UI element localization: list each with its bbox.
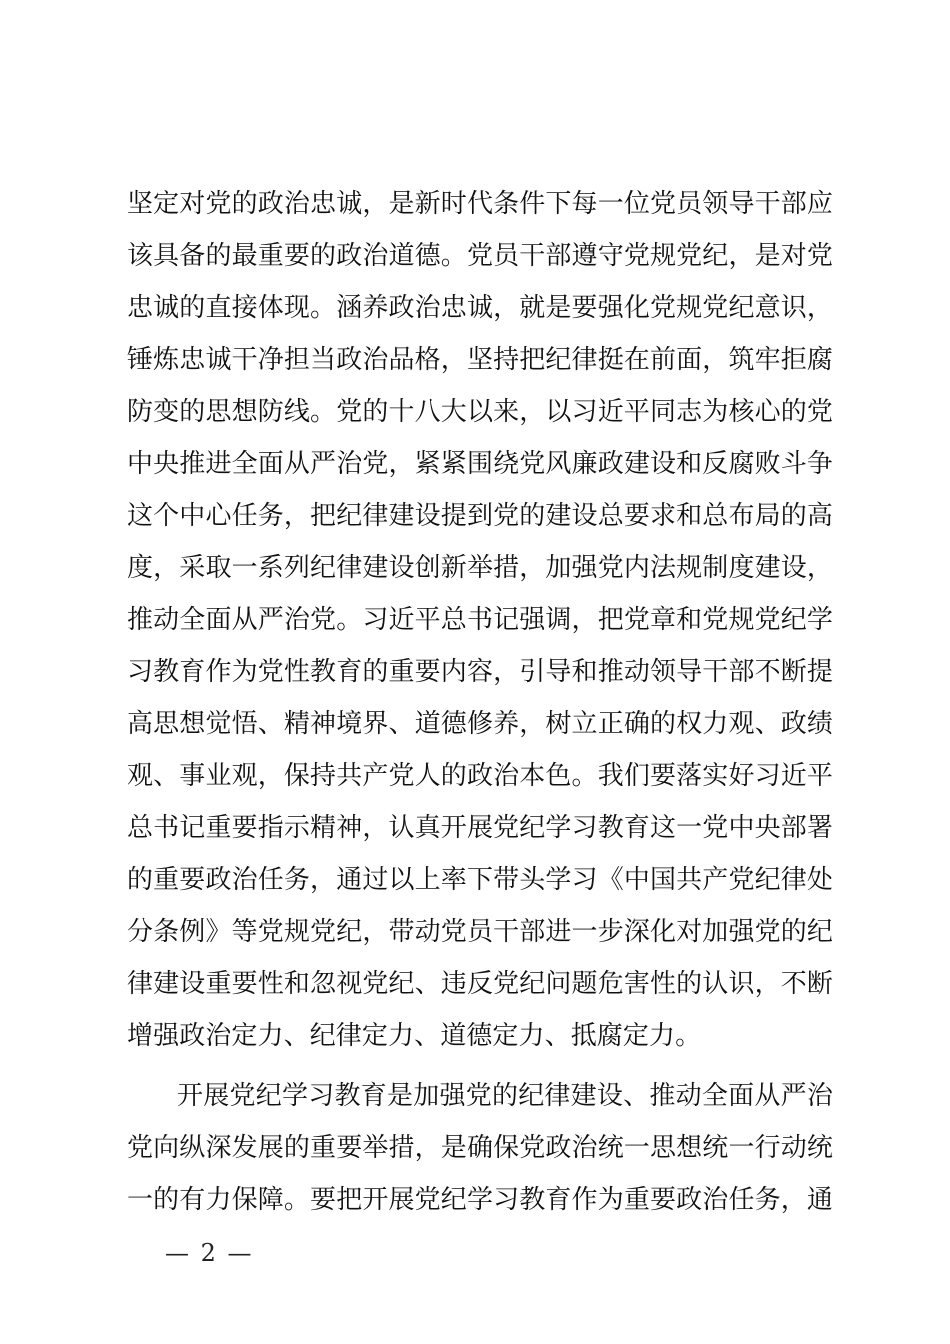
paragraph-spacer <box>127 1062 833 1070</box>
text-line: 一的有力保障。要把开展党纪学习教育作为重要政治任务，通 <box>127 1185 833 1215</box>
text-line: 推动全面从严治党。习近平总书记强调，把党章和党规党纪学 <box>127 605 833 635</box>
text-line: 防变的思想防线。党的十八大以来，以习近平同志为核心的党 <box>127 397 833 427</box>
text-line: 增强政治定力、纪律定力、道德定力、抵腐定力。 <box>127 1021 702 1051</box>
paragraph-2 <box>127 1070 833 1226</box>
text-line: 观、事业观，保持共产党人的政治本色。我们要落实好习近平 <box>127 761 833 791</box>
text-line: 锤炼忠诚干净担当政治品格，坚持把纪律挺在前面，筑牢拒腐 <box>127 345 833 375</box>
text-line: 坚定对党的政治忠诚，是新时代条件下每一位党员领导干部应 <box>127 189 833 219</box>
paragraph-1 <box>127 178 833 1062</box>
text-line: 习教育作为党性教育的重要内容，引导和推动领导干部不断提 <box>127 657 833 687</box>
text-line: 党向纵深发展的重要举措，是确保党政治统一思想统一行动统 <box>127 1133 833 1163</box>
text-line: 律建设重要性和忽视党纪、违反党纪问题危害性的认识，不断 <box>127 969 833 999</box>
text-line: 的重要政治任务，通过以上率下带头学习《中国共产党纪律处 <box>127 865 833 895</box>
text-line: 分条例》等党规党纪，带动党员干部进一步深化对加强党的纪 <box>127 917 833 947</box>
text-line: 开展党纪学习教育是加强党的纪律建设、推动全面从严治 <box>177 1081 833 1111</box>
page-number: — 2 — <box>165 1239 254 1267</box>
text-line: 总书记重要指示精神，认真开展党纪学习教育这一党中央部署 <box>127 813 833 843</box>
text-line: 度，采取一系列纪律建设创新举措，加强党内法规制度建设， <box>127 553 833 583</box>
text-line: 高思想觉悟、精神境界、道德修养，树立正确的权力观、政绩 <box>127 709 833 739</box>
text-line: 该具备的最重要的政治道德。党员干部遵守党规党纪，是对党 <box>127 241 833 271</box>
text-line: 中央推进全面从严治党，紧紧围绕党风廉政建设和反腐败斗争 <box>127 449 833 479</box>
body-text <box>127 178 833 1226</box>
text-line: 这个中心任务，把纪律建设提到党的建设总要求和总布局的高 <box>127 501 833 531</box>
text-line: 忠诚的直接体现。涵养政治忠诚，就是要强化党规党纪意识， <box>127 293 833 323</box>
